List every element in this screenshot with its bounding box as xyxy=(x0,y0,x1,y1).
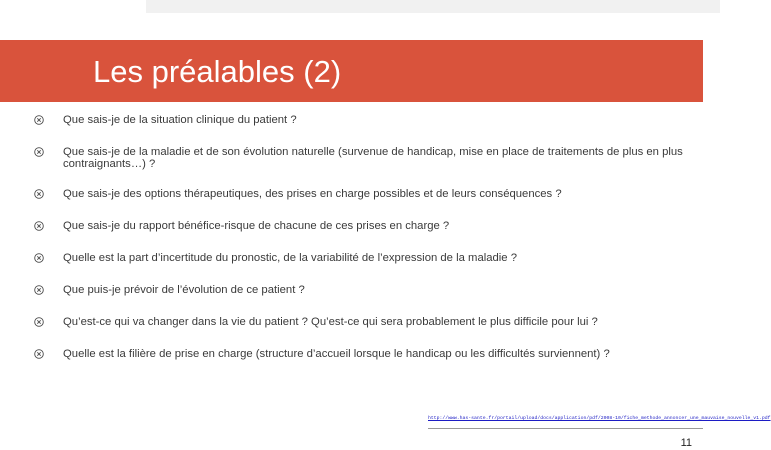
bullet-item xyxy=(34,348,702,360)
page-number: 11 xyxy=(680,437,692,449)
bullet-text: Que sais-je du rapport bénéfice-risque de chacune de ces prises en charge ? xyxy=(63,220,450,232)
bullet-item xyxy=(34,188,702,200)
circled-x-icon xyxy=(34,253,44,263)
bullet-text: Que sais-je de la maladie et de son évolution naturelle (survenue de handicap, mise en place de traitements de plus en plus contraignants…) ? xyxy=(63,146,683,170)
circled-x-icon xyxy=(34,189,44,199)
bullet-item xyxy=(34,252,702,264)
circled-x-icon xyxy=(34,221,44,231)
bullet-item xyxy=(34,146,702,170)
circled-x-icon xyxy=(34,317,44,327)
bullet-text: Quelle est la filière de prise en charge (structure d’accueil lorsque le handicap ou les difficultés surviennent) ? xyxy=(63,348,610,360)
bullet-text: Que sais-je de la situation clinique du patient ? xyxy=(63,114,297,126)
bullet-text: Quelle est la part d’incertitude du pronostic, de la variabilité de l’expression de la maladie ? xyxy=(63,252,518,264)
bullet-text: Qu’est-ce qui va changer dans la vie du patient ? Qu’est-ce qui sera probablement le plus difficile pour lui ? xyxy=(63,316,598,328)
circled-x-icon xyxy=(34,147,44,157)
footer-divider xyxy=(428,428,703,429)
circled-x-icon xyxy=(34,115,44,125)
bullet-item xyxy=(34,114,702,126)
circled-x-icon xyxy=(34,285,44,295)
reference-link[interactable]: http://www.has-sante.fr/portail/upload/docs/application/pdf/2008-10/fiche_methode_annoncer_une_mauvaise_nouvelle_v1.pdf xyxy=(428,416,771,421)
slide-title: Les préalables (2) xyxy=(93,54,342,89)
top-header-band xyxy=(146,0,720,13)
bullet-item xyxy=(34,220,702,232)
bullet-text: Que puis-je prévoir de l’évolution de ce patient ? xyxy=(63,284,305,296)
bullet-item xyxy=(34,316,702,328)
circled-x-icon xyxy=(34,349,44,359)
bullet-item xyxy=(34,284,702,296)
bullet-text: Que sais-je des options thérapeutiques, des prises en charge possibles et de leurs conséquences ? xyxy=(63,188,562,200)
